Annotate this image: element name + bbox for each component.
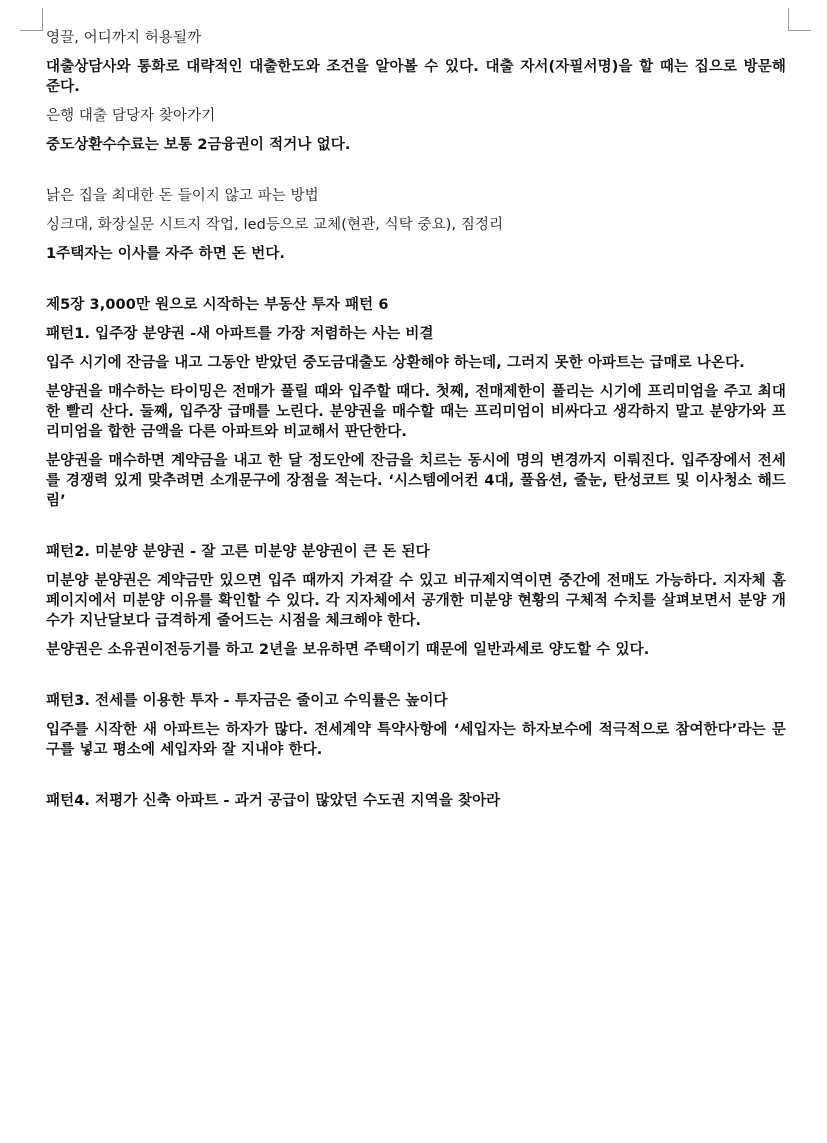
pattern2-heading[interactable]: 패턴2. 미분양 분양권 - 잘 고른 미분양 분양권이 큰 돈 된다: [46, 544, 430, 560]
document-body[interactable]: [46, 28, 786, 820]
paragraph-prepayment-fee[interactable]: 중도상환수수료는 보통 2금융권이 적거나 없다.: [46, 137, 351, 153]
blank-line: [46, 520, 786, 542]
paragraph-pattern1-contract[interactable]: 분양권을 매수하면 계약금을 내고 한 달 정도안에 잔금을 치르는 동시에 명의 변경까지 이뤄진다. 입주장에서 전세를 경쟁력 있게 맞추려면 소개문구에 장점을 적는다. ‘시스템에어컨 4대, 풀옵션, 줄눈, 탄성코트 및 이사청소 해드림’: [46, 453, 786, 509]
blank-line: [46, 769, 786, 791]
paragraph-sell-old-house[interactable]: 낡은 집을 최대한 돈 들이지 않고 파는 방법: [46, 188, 319, 204]
pattern4-heading[interactable]: 패턴4. 저평가 신축 아파트 - 과거 공급이 많았던 수도권 지역을 찾아라: [46, 793, 501, 809]
page-corner-mark-top-right: [788, 8, 811, 31]
paragraph-pattern1-move-in[interactable]: 입주 시기에 잔금을 내고 그동안 받았던 중도금대출도 상환해야 하는데, 그러지 못한 아파트는 급매로 나온다.: [46, 355, 745, 371]
blank-line: [46, 273, 786, 295]
paragraph-one-house-owner[interactable]: 1주택자는 이사를 자주 하면 돈 번다.: [46, 246, 286, 262]
paragraph-renovation-tips[interactable]: 싱크대, 화장실문 시트지 작업, led등으로 교체(현관, 식탁 중요), 짐정리: [46, 217, 504, 233]
paragraph-pattern2-tax[interactable]: 분양권은 소유권이전등기를 하고 2년을 보유하면 주택이기 때문에 일반과세로 양도할 수 있다.: [46, 642, 650, 658]
chapter-heading[interactable]: 제5장 3,000만 원으로 시작하는 부동산 투자 패턴 6: [46, 297, 389, 313]
paragraph-subtitle-youngkkeul[interactable]: 영끌, 어디까지 허용될까: [46, 30, 202, 46]
paragraph-visit-bank[interactable]: 은행 대출 담당자 찾아가기: [46, 108, 216, 124]
pattern1-heading[interactable]: 패턴1. 입주장 분양권 -새 아파트를 가장 저렴하는 사는 비결: [46, 326, 434, 342]
blank-line: [46, 164, 786, 186]
paragraph-pattern1-timing[interactable]: 분양권을 매수하는 타이밍은 전매가 풀릴 때와 입주할 때다. 첫째, 전매제한이 풀리는 시기에 프리미엄을 주고 최대한 빨리 산다. 둘째, 입주장 급매를 노린다. 분양권을 매수할 때는 프리미엄이 비싸다고 생각하지 말고 분양가와 프리미엄을 합한 금액을 다른 아파트와 비교해서 판단한다.: [46, 384, 786, 440]
page-corner-mark-top-left: [20, 8, 43, 31]
paragraph-pattern2-unsold[interactable]: 미분양 분양권은 계약금만 있으면 입주 때까지 가져갈 수 있고 비규제지역이면 중간에 전매도 가능하다. 지자체 홈페이지에서 미분양 이유를 확인할 수 있다. 각 지자체에서 공개한 미분양 현황의 구체적 수치를 살펴보면서 분양 개수가 지난달보다 급격하게 줄어드는 시점을 체크해야 한다.: [46, 573, 786, 629]
paragraph-loan-consultant[interactable]: 대출상담사와 통화로 대략적인 대출한도와 조건을 알아볼 수 있다. 대출 자서(자필서명)을 할 때는 집으로 방문해 준다.: [46, 59, 786, 95]
paragraph-pattern3-jeonse[interactable]: 입주를 시작한 새 아파트는 하자가 많다. 전세계약 특약사항에 ‘세입자는 하자보수에 적극적으로 참여한다’라는 문구를 넣고 평소에 세입자와 잘 지내야 한다.: [46, 722, 786, 758]
pattern3-heading[interactable]: 패턴3. 전세를 이용한 투자 - 투자금은 줄이고 수익률은 높이다: [46, 693, 448, 709]
blank-line: [46, 669, 786, 691]
